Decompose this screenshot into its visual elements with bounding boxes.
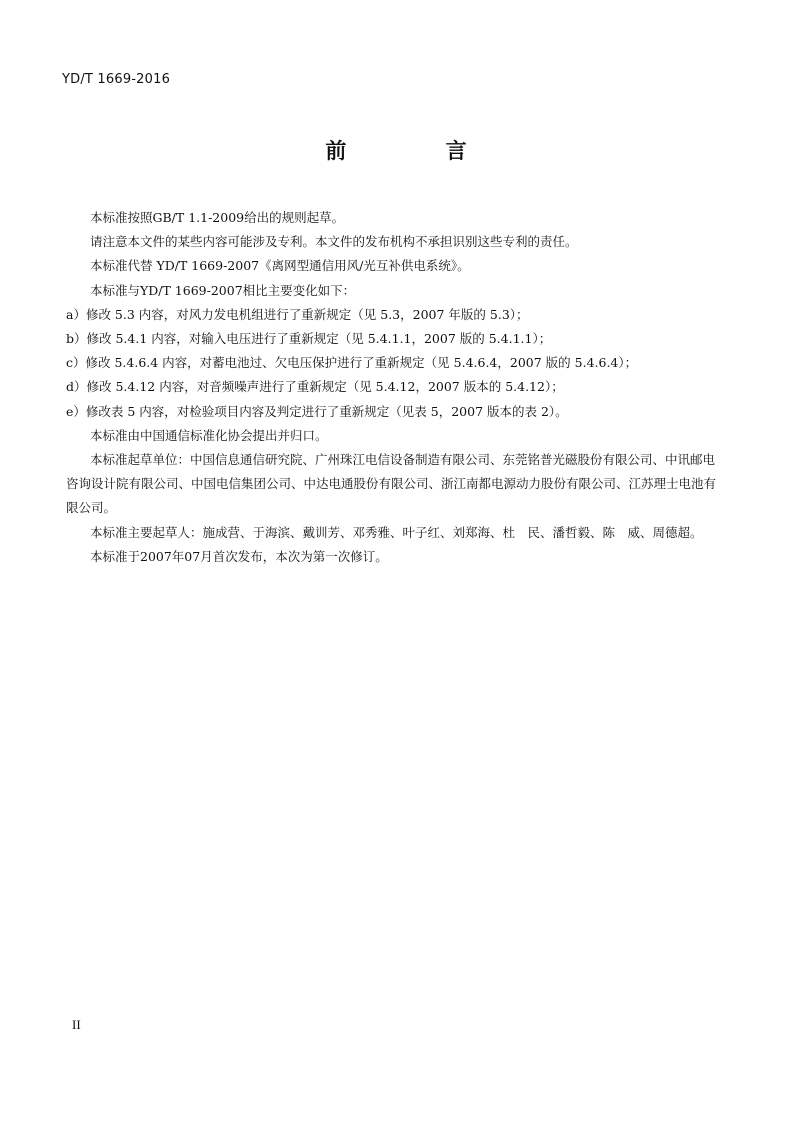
foreword-body	[66, 206, 718, 569]
change-item-a: a）修改 5.3 内容，对风力发电机组进行了重新规定（见 5.3，2007 年版的 5.3）；	[66, 306, 529, 322]
paragraph-drafting-units: 本标准起草单位：中国信息通信研究院、广州珠江电信设备制造有限公司、东莞铭普光磁股份有限公司、中讯邮电咨询设计院有限公司、中国电信集团公司、中达电通股份有限公司、浙江南都电源动力股份有限公司、江苏理士电池有限公司。	[66, 452, 717, 516]
paragraph-changes-intro: 本标准与YD/T 1669-2007相比主要变化如下：	[90, 282, 356, 298]
page-number: II	[72, 1017, 81, 1032]
paragraph-proposed-by: 本标准由中国通信标准化协会提出并归口。	[90, 427, 328, 443]
change-item-e: e）修改表 5 内容，对检验项目内容及判定进行了重新规定（见表 5，2007 版本的表 2）。	[66, 403, 568, 419]
paragraph-publication-history: 本标准于2007年07月首次发布，本次为第一次修订。	[90, 548, 388, 564]
page-title: 前 言	[325, 139, 513, 163]
paragraph-patent-notice: 请注意本文件的某些内容可能涉及专利。本文件的发布机构不承担识别这些专利的责任。	[90, 234, 578, 250]
paragraph-drafting-rules: 本标准按照GB/T 1.1-2009给出的规则起草。	[90, 210, 345, 225]
paragraph-drafters: 本标准主要起草人：施成营、于海滨、戴训芳、邓秀雅、叶子红、刘郑海、杜 民、潘哲毅、陈 威、周德超。	[90, 524, 703, 540]
change-item-b: b）修改 5.4.1 内容，对输入电压进行了重新规定（见 5.4.1.1，2007 版的 5.4.1.1）；	[66, 331, 552, 347]
change-item-c: c）修改 5.4.6.4 内容，对蓄电池过、欠电压保护进行了重新规定（见 5.4.6.4，2007 版的 5.4.6.4）；	[66, 355, 638, 371]
document-code: YD/T 1669-2016	[62, 72, 171, 87]
change-item-d: d）修改 5.4.12 内容，对音频噪声进行了重新规定（见 5.4.12，2007 版本的 5.4.12）；	[66, 379, 564, 395]
paragraph-replaces: 本标准代替 YD/T 1669-2007《离网型通信用风/光互补供电系统》。	[90, 258, 470, 274]
